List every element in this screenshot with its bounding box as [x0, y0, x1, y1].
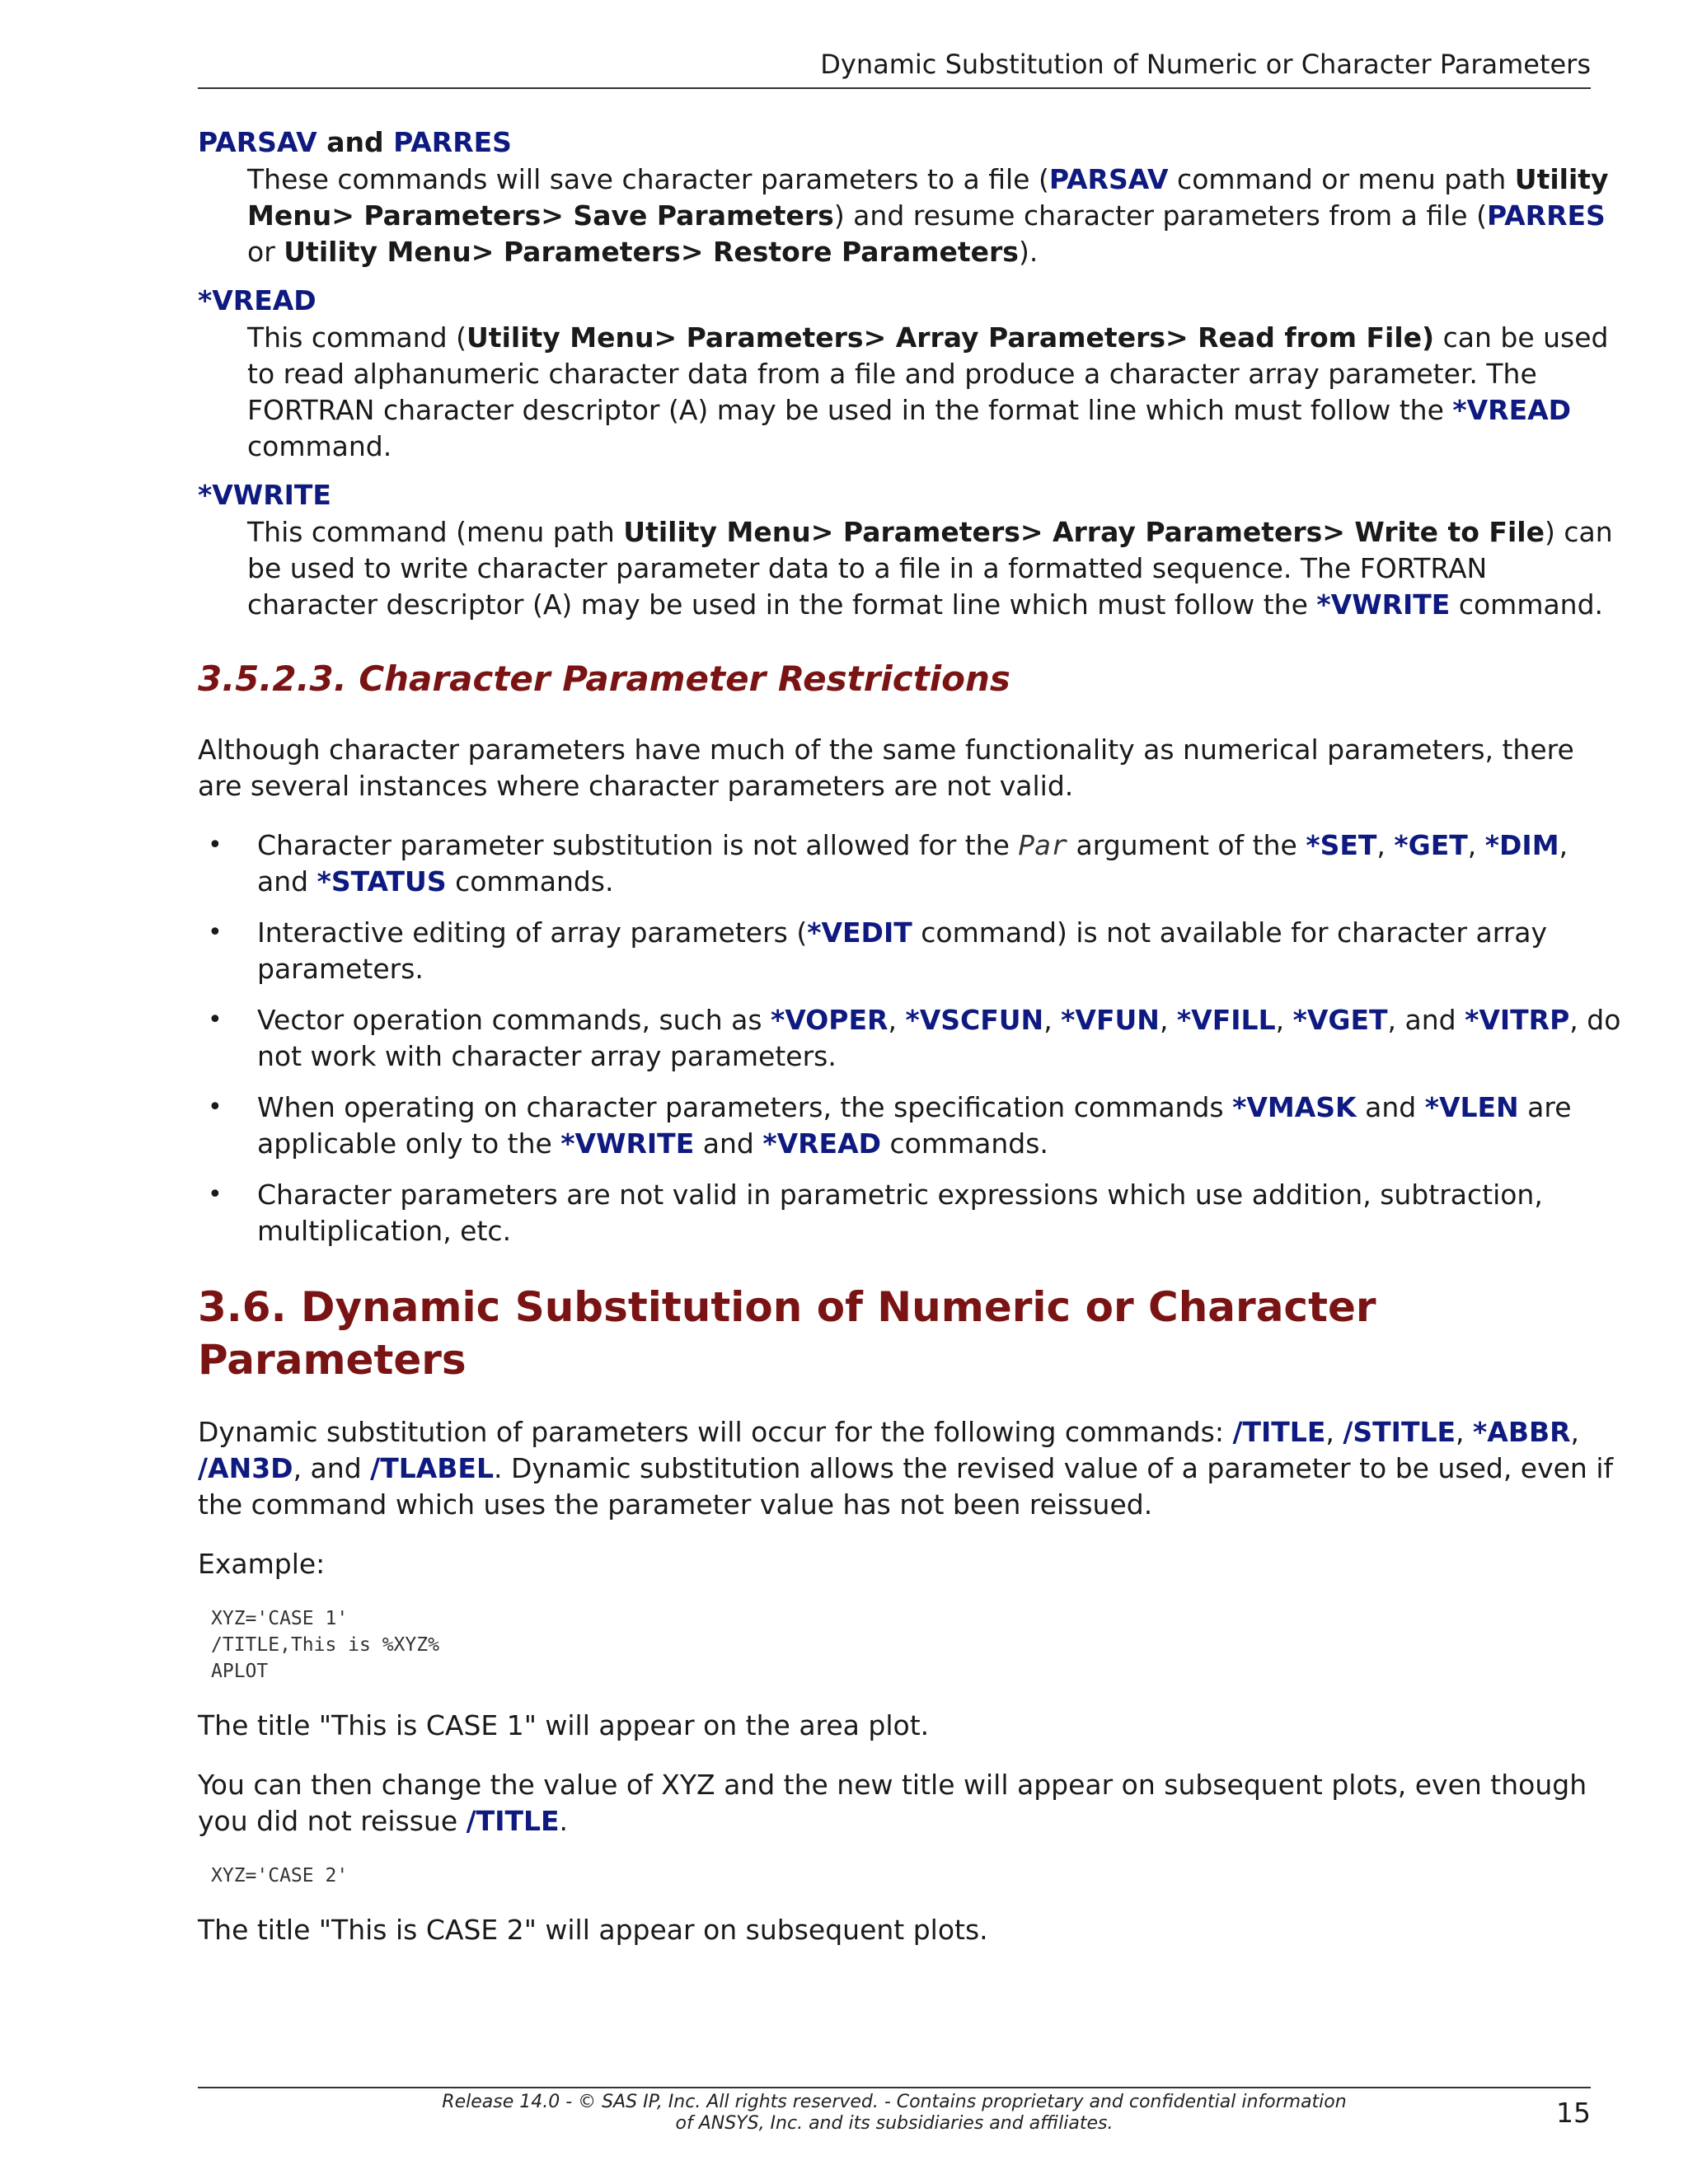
text: . Dynamic substitution allows the revised value of a parameter to be used, even if the command which uses the parameter value has not been reissued. — [198, 1452, 1614, 1521]
restrictions-intro: Although character parameters have much of the same functionality as numerical parameters, there are several instances where character parameters are not valid. — [198, 733, 1574, 802]
link-status[interactable]: *STATUS — [316, 865, 447, 898]
code-example-1: XYZ='CASE 1' /TITLE,This is %XYZ% APLOT — [211, 1608, 439, 1682]
footer-copyright — [359, 2092, 1430, 2135]
text: and — [1356, 1091, 1425, 1123]
text: , — [1570, 1416, 1580, 1448]
text: and — [694, 1127, 763, 1160]
text: , — [1043, 1004, 1062, 1036]
link-vedit[interactable]: *VEDIT — [807, 916, 912, 949]
link-vmask[interactable]: *VMASK — [1232, 1091, 1357, 1123]
list-item — [198, 915, 1624, 987]
link-stitle[interactable]: /STITLE — [1343, 1416, 1456, 1448]
bullet-icon: • — [208, 1005, 223, 1034]
text: These commands will save character parameters to a file ( — [247, 163, 1049, 195]
list-item — [198, 1002, 1624, 1075]
link-voper[interactable]: *VOPER — [771, 1004, 889, 1036]
link-vfun[interactable]: *VFUN — [1061, 1004, 1160, 1036]
link-vread[interactable]: *VREAD — [198, 284, 316, 316]
text: command. — [1450, 588, 1604, 621]
link-vlen[interactable]: *VLEN — [1424, 1091, 1519, 1123]
term-and: and — [326, 126, 384, 158]
link-vread-inline[interactable]: *VREAD — [1452, 394, 1572, 426]
argument-par: Par — [1018, 829, 1068, 861]
text: ) can be used to write character parameter data to a file in a formatted sequence. The FORTRAN character descriptor (A) may be used in the format line which must follow the — [247, 516, 1613, 621]
text: Vector operation commands, such as — [257, 1004, 771, 1036]
link-vwrite-inline[interactable]: *VWRITE — [1316, 588, 1451, 621]
link-tlabel[interactable]: /TLABEL — [370, 1452, 494, 1484]
link-title-reissue[interactable]: /TITLE — [466, 1805, 560, 1837]
term-vwrite — [198, 476, 1624, 514]
definition-vwrite — [247, 514, 1624, 623]
result-text-2: The title "This is CASE 2" will appear on subsequent plots. — [198, 1914, 988, 1946]
text: can be used to read alphanumeric character data from a file and produce a character array parameter. The FORTRAN character descriptor (A) may be used in the format line which must follow the — [247, 321, 1609, 426]
example-label: Example: — [198, 1548, 326, 1580]
text: , and — [257, 829, 1568, 898]
menu-path-write: Utility Menu> Parameters> Array Parameters> Write to File — [623, 516, 1545, 548]
page-number: 15 — [1556, 2097, 1591, 2129]
link-vwrite[interactable]: *VWRITE — [198, 479, 331, 511]
link-vitrp[interactable]: *VITRP — [1465, 1004, 1570, 1036]
text: , — [1376, 829, 1395, 861]
code-example-2: XYZ='CASE 2' — [211, 1865, 349, 1886]
text: You can then change the value of XYZ and the new title will appear on subsequent plots, even though you did not reissue — [198, 1769, 1587, 1837]
term-vread — [198, 282, 1624, 320]
link-parres-inline[interactable]: PARRES — [1486, 199, 1606, 232]
text: When operating on character parameters, the specification commands — [257, 1091, 1233, 1123]
restrictions-list — [198, 827, 1624, 1249]
footer-line-1: Release 14.0 - © SAS IP, Inc. All rights reserved. - Contains proprietary and confidential information — [442, 2092, 1347, 2112]
text: , — [1456, 1416, 1474, 1448]
link-an3d[interactable]: /AN3D — [198, 1452, 293, 1484]
list-item — [198, 1177, 1624, 1249]
link-set[interactable]: *SET — [1306, 829, 1377, 861]
section-heading-restrictions: 3.5.2.3. Character Parameter Restrictions — [198, 658, 1010, 699]
dynamic-intro — [198, 1414, 1624, 1523]
text: command or menu path — [1168, 163, 1515, 195]
list-item — [198, 827, 1624, 900]
link-title[interactable]: /TITLE — [1232, 1416, 1326, 1448]
text: Dynamic substitution of parameters will occur for the following commands: — [198, 1416, 1233, 1448]
text: . — [559, 1805, 569, 1837]
bullet-icon: • — [208, 1180, 223, 1209]
link-abbr[interactable]: *ABBR — [1473, 1416, 1571, 1448]
text: This command ( — [247, 321, 467, 354]
link-parres[interactable]: PARRES — [393, 126, 512, 158]
link-vscfun[interactable]: *VSCFUN — [905, 1004, 1044, 1036]
change-text — [198, 1767, 1624, 1840]
link-get[interactable]: *GET — [1394, 829, 1468, 861]
result-text-1: The title "This is CASE 1" will appear on the area plot. — [198, 1709, 930, 1741]
text: argument of the — [1067, 829, 1306, 861]
text: command) is not available for character array parameters. — [257, 916, 1548, 985]
text: , and — [1387, 1004, 1465, 1036]
text: ). — [1018, 236, 1039, 268]
text: commands. — [881, 1127, 1048, 1160]
menu-path-read: Utility Menu> Parameters> Array Parameters> Read from File) — [467, 321, 1435, 354]
text: Character parameters are not valid in parametric expressions which use addition, subtraction, multiplication, etc. — [257, 1179, 1543, 1247]
link-vread-list[interactable]: *VREAD — [762, 1127, 882, 1160]
definition-vread — [247, 320, 1624, 465]
definition-parsav-parres — [247, 162, 1624, 270]
text: , do not work with character array parameters. — [257, 1004, 1621, 1072]
text: Interactive editing of array parameters ( — [257, 916, 808, 949]
text: , — [1275, 1004, 1293, 1036]
text: This command (menu path — [247, 516, 624, 548]
link-parsav[interactable]: PARSAV — [198, 126, 317, 158]
text: commands. — [446, 865, 614, 898]
text: , and — [293, 1452, 371, 1484]
text: or — [247, 236, 284, 268]
link-vget[interactable]: *VGET — [1292, 1004, 1388, 1036]
running-header: Dynamic Substitution of Numeric or Character Parameters — [198, 46, 1591, 89]
text: command. — [247, 430, 392, 462]
text: , — [1159, 1004, 1177, 1036]
text: ) and resume character parameters from a file ( — [833, 199, 1487, 232]
link-vfill[interactable]: *VFILL — [1176, 1004, 1276, 1036]
section-heading-dynamic-substitution: 3.6. Dynamic Substitution of Numeric or Character Parameters — [198, 1283, 1376, 1384]
text: , — [1325, 1416, 1343, 1448]
footer-line-2: of ANSYS, Inc. and its subsidiaries and affiliates. — [675, 2113, 1114, 2134]
link-vwrite-list[interactable]: *VWRITE — [560, 1127, 695, 1160]
text: , — [888, 1004, 906, 1036]
list-item — [198, 1090, 1624, 1162]
link-dim[interactable]: *DIM — [1484, 829, 1559, 861]
menu-path-save: Utility Menu> Parameters> Save Parameters — [247, 163, 1609, 232]
text: are applicable only to the — [257, 1091, 1572, 1160]
bullet-icon: • — [208, 831, 223, 860]
main-content — [198, 124, 1624, 1971]
bullet-icon: • — [208, 1093, 223, 1122]
term-parsav-parres — [198, 124, 1624, 162]
bullet-icon: • — [208, 918, 223, 947]
footer — [198, 2087, 1591, 2135]
text: , — [1467, 829, 1485, 861]
link-parsav-inline[interactable]: PARSAV — [1048, 163, 1169, 195]
menu-path-restore: Utility Menu> Parameters> Restore Parameters — [284, 236, 1019, 268]
text: Character parameter substitution is not allowed for the — [257, 829, 1019, 861]
